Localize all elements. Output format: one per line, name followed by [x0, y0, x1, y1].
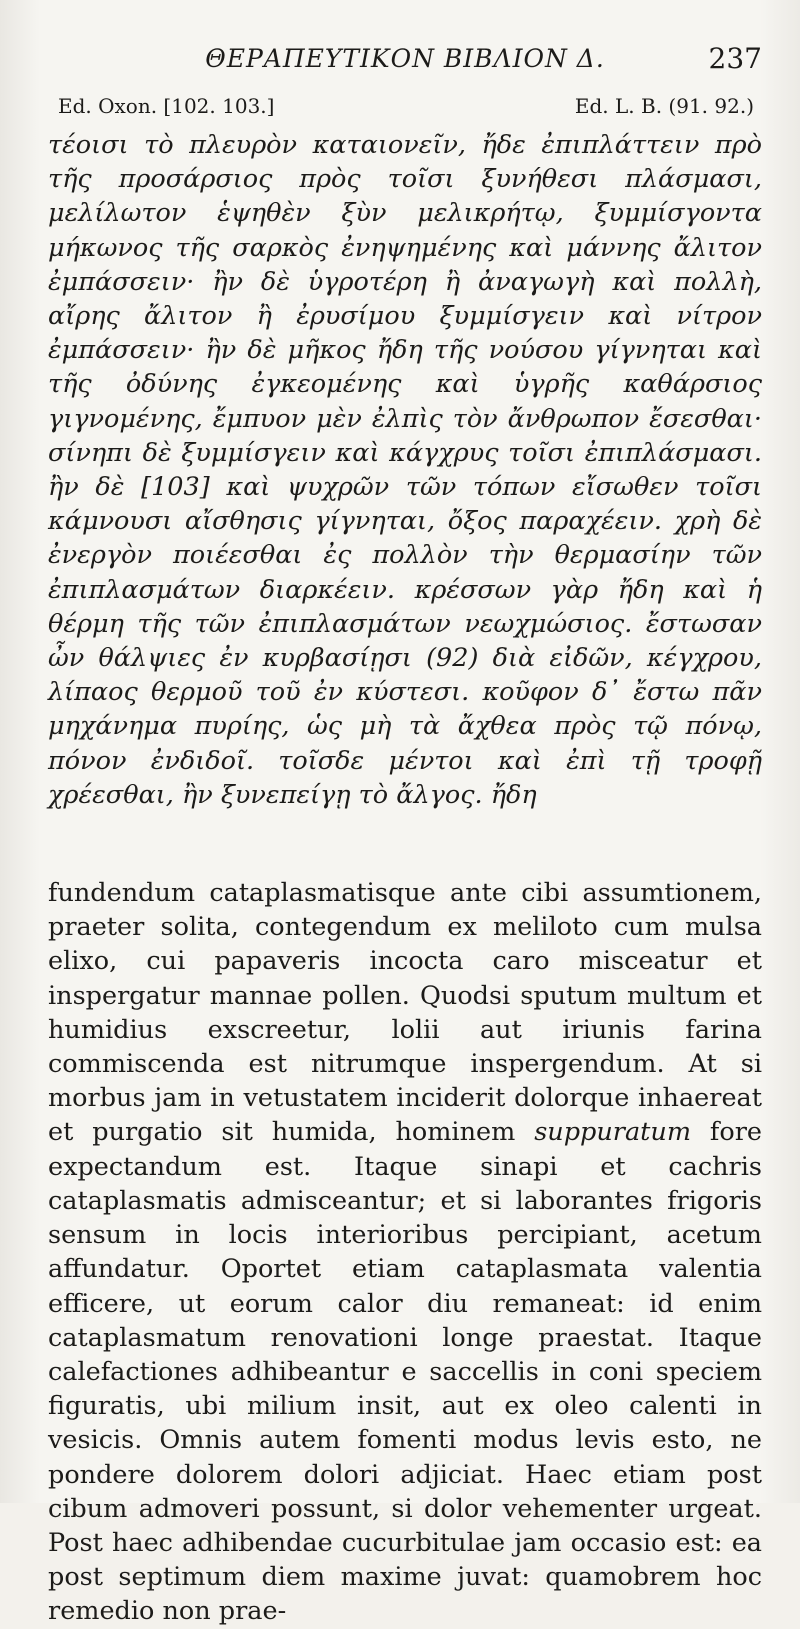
latin-text-part-2: fore expectandum est. Itaque sinapi et cachris cataplasmatis admisceantur; et si laborantes frigoris sensum in locis interioribus percipiant, acetum affundatur. Oportet etiam cataplasmata valentia efficere, ut eorum calor diu remaneat: id enim cataplasmatum renovationi longe praestat. Itaque calefactiones adhibeantur e saccellis in coni speciem figuratis, ubi milium insit, aut ex oleo calenti in vesicis. Omnis autem fomenti modus levis esto, ne pondere dolorem dolori adjiciat. Haec etiam post cibum admoveri possunt, si dolor vehementer urgeat. Post haec adhibendae cucurbitulae jam occasio est: ea post septimum diem maxime juvat: quamobrem hoc remedio non prae- — [48, 1117, 762, 1627]
latin-italic-term: suppuratum — [534, 1117, 692, 1148]
latin-text-part-1: fundendum cataplasmatisque ante cibi assumtionem, praeter solita, contegendum ex meliloto cum mulsa elixo, cui papaveris incocta caro misceatur et inspergatur mannae pollen. Quodsi sputum multum et humidius exscreetur, lolii aut iriunis farina commiscenda est nitrumque inspergendum. At si morbus jam in vetustatem inciderit dolorque inhaereat et purgatio sit humida, hominem — [48, 878, 762, 1148]
section-spacer — [48, 812, 762, 876]
running-head — [48, 0, 762, 94]
greek-text-block: τέοισι τὸ πλευρὸν καταιονεῖν, ἤδε ἐπιπλάττειν πρὸ τῆς προσάρσιος πρὸς τοῖσι ξυνήθεσι πλάσμασι, μελίλωτον ἑψηθὲν ξὺν μελικρήτῳ, ξυμμίσγοντα μήκωνος τῆς σαρκὸς ἐνηψημένης καὶ μάννης ἄλιτον ἐμπάσσειν· ἢν δὲ ὑγροτέρη ἢ ἀναγωγὴ καὶ πολλὴ, αἴρης ἄλιτον ἢ ἐρυσίμου ξυμμίσγειν καὶ νίτρον ἐμπάσσειν· ἢν δὲ μῆκος ἤδη τῆς νούσου γίγνηται καὶ τῆς ὀδύνης ἐγκεομένης καὶ ὑγρῆς καθάρσιος γιγνομένης, ἔμπυον μὲν ἐλπὶς τὸν ἄνθρωπον ἔσεσθαι· σίνηπι δὲ ξυμμίσγειν καὶ κάγχρυς τοῖσι ἐπιπλάσμασι. ἢν δὲ [103] καὶ ψυχρῶν τῶν τόπων εἴσωθεν τοῖσι κάμνουσι αἴσθησις γίγνηται, ὄξος παραχέειν. χρὴ δὲ ἐνεργὸν ποιέεσθαι ἐς πολλὸν τὴν θερμασίην τῶν ἐπιπλασμάτων διαρκέειν. κρέσσων γὰρ ἤδη καὶ ἡ θέρμη τῆς τῶν ἐπιπλασμάτων νεωχμώσιος. ἔστωσαν ὦν θάλψιες ἐν κυρβασίῃσι (92) διὰ εἰδῶν, κέγχρου, λίπαος θερμοῦ τοῦ ἐν κύστεσι. κοῦφον δ᾽ ἔστω πᾶν μηχάνημα πυρίης, ὡς μὴ τὰ ἄχθεα πρὸς τῷ πόνῳ, πόνον ἐνδιδοῖ. τοῖσδε μέντοι καὶ ἐπὶ τῇ τροφῇ χρέεσθαι, ἢν ξυνεπείγῃ τὸ ἄλγος. ἤδη — [48, 130, 762, 810]
latin-translation-block — [48, 876, 762, 1628]
edition-reference-leiden: Ed. L. B. (91. 92.) — [574, 94, 754, 118]
page-number: 237 — [708, 42, 762, 75]
running-title: ΘΕΡΑΠΕΥΤΙΚΟΝ ΒΙΒΛΙΟΝ Δ. — [205, 44, 605, 73]
edition-reference-oxford: Ed. Oxon. [102. 103.] — [58, 94, 275, 118]
edition-references — [48, 94, 762, 124]
